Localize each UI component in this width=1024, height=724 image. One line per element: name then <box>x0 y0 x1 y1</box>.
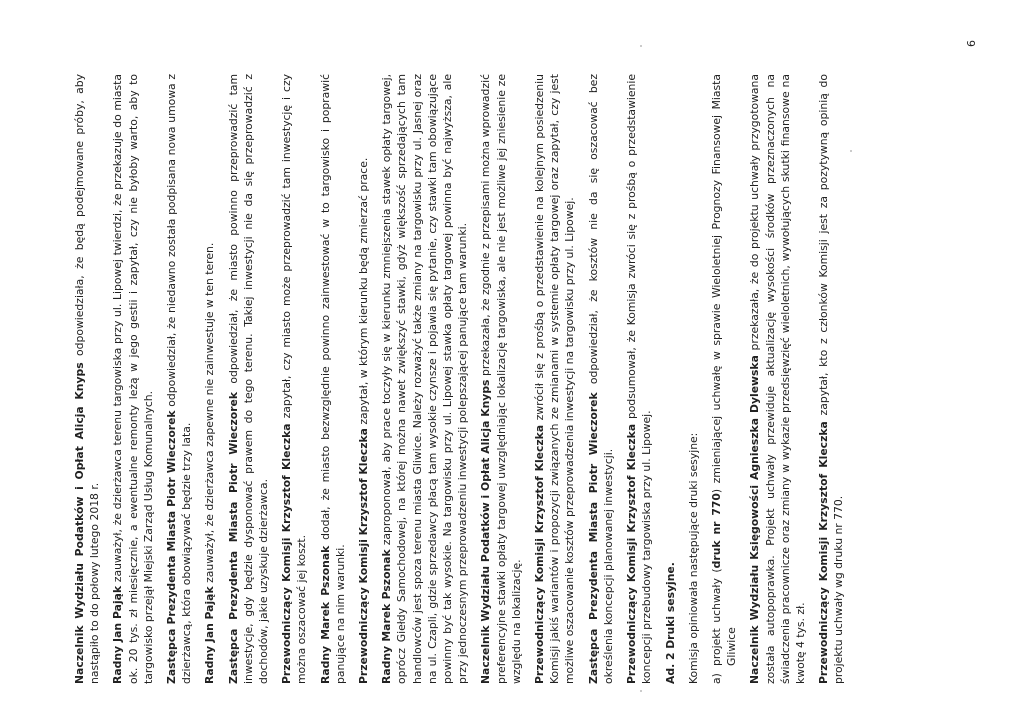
speaker-name: Przewodniczący Komisji Krzysztof Kleczka <box>280 423 294 684</box>
paragraph <box>202 74 217 684</box>
paragraph <box>279 74 309 684</box>
scan-speck <box>850 150 852 152</box>
list-text-after: ) zmieniającej uchwałę w sprawie Wieloletniej Prognozy Finansowej Miasta Gliwice <box>709 74 739 666</box>
paragraph-text: odpowiedział, że kosztów nie da się oszacować bez określenia koncepcji planowanej inwestycji. <box>586 74 615 684</box>
paragraph-text: zapytał, kto z członków Komisji jest za pozytywną opinią do projektu uchwały wg druku nr 770. <box>817 74 846 684</box>
paragraph-text: zauważył, że dzierżawca terenu targowiska przy ul. Lipowej twierdzi, że przekazuje do miasta ok. 20 tys. zł miesięcznie, a ewentualne remonty leżą w jego gestii i zapytał, czy nie byłoby warto, aby to targowisko przejął Miejski Zarząd Usług Komunalnych. <box>111 74 155 684</box>
speaker-name: Naczelnik Wydziału Podatków i Opłat Alicja Knyps <box>73 362 86 684</box>
scan-speck <box>640 690 642 692</box>
paragraph <box>586 74 616 684</box>
speaker-name: Przewodniczący Komisji Krzysztof Kleczka <box>625 423 639 684</box>
paragraph <box>624 74 654 684</box>
paragraph <box>110 74 156 684</box>
speaker-name: Przewodniczący Komisji Krzysztof Kleczka <box>357 428 371 684</box>
speaker-name: Przewodniczący Komisji Krzysztof Kleczka <box>817 421 831 684</box>
paragraph <box>747 74 808 684</box>
paragraph-text: zapytał, w którym kierunku będą zmierzać prace. <box>357 157 371 429</box>
paragraph-text: odpowiedział, że niedawno została podpisana nowa umowa z dzierżawcą, która obowiązywać będzie trzy lata. <box>165 73 194 684</box>
speaker-name: Zastępca Prezydenta Miasta Piotr Wieczorek <box>226 391 240 684</box>
speaker-name: Naczelnik Wydziału Księgowości Agnieszka Dylewska <box>748 355 762 684</box>
list-marker: a) <box>709 673 723 684</box>
list-text-before: projekt uchwały ( <box>709 568 723 666</box>
paragraph-text: zwrócił się z prośbą o przedstawienie na kolejnym posiedzeniu Komisji jakiś wariantów i propozycji związanych ze zmianami w systemie opłaty targowej oraz zapytał, czy jest możliwe oszacowanie kosztów przeprowadzenia inwestycji na targowisku przy ul. Lipowej. <box>533 74 577 684</box>
speaker-name: Zastępca Prezydenta Miasta Piotr Wieczorek <box>165 410 179 684</box>
paragraph <box>72 74 102 684</box>
speaker-name: Zastępca Prezydenta Miasta Piotr Wieczorek <box>586 392 600 684</box>
paragraph <box>356 74 371 684</box>
paragraph-text: przekazała, że do projektu uchwały przygotowana została autopoprawka. Projekt uchwały przewiduje aktualizację wysokości środków przeznaczonych na świadczenia pracownicze oraz zmiany w wykazie przedsięwzięć wieloletnich, wywołujących skutki finansowe na kwotę 4 tys. zł. <box>748 74 807 684</box>
intro-text: Komisja opiniowała następujące druki sesyjne: <box>686 432 700 684</box>
speaker-name: Radny Jan Pająk <box>203 586 217 684</box>
paragraph-text: zapytał, czy miasto może przeprowadzić tam inwestycję i czy można oszacować jej koszt. <box>280 73 309 684</box>
list-item-text <box>709 74 739 666</box>
paragraph <box>318 74 348 684</box>
speaker-name: Przewodniczący Komisji Krzysztof Kleczka <box>533 424 547 684</box>
page-number: 6 <box>965 40 978 47</box>
paragraph-text: przekazała, że zgodnie z przepisami można wprowadzić preferencyjne stawki opłaty targowej uwzględniając lokalizację targowiska, ale nie jest możliwe jej zniesienie ze względu na lokalizację. <box>479 73 523 684</box>
section-heading: Ad. 2 Druki sesyjne. <box>663 562 677 684</box>
paragraph-text: dodał, że miasto bezwzględnie powinno zainwestować w to targowisko i poprawić panujące na nim warunki. <box>318 73 347 684</box>
scan-speck <box>640 45 642 47</box>
print-number: druk nr 770 <box>709 493 723 569</box>
list-item <box>709 74 739 684</box>
paragraph <box>816 74 846 684</box>
paragraph-text: zaproponował, aby prace toczyły się w kierunku zmniejszenia stawek opłaty targowej, oprócz Giełdy Samochodowej, na której można nawet zwiększyć stawki, gdyż większość sprzedających tam handlowców jest spoza terenu miasta Gliwice. Należy rozważyć także zmiany na targowisku przy ul. Jasnej oraz na ul. Czapli, gdzie sprzedawcy płacą tam wysokie czynsze i pojawia się pytanie, czy stawki tam obowiązujące powinny być tak wysokie. Na targowisku przy ul. Lipowej stawka opłaty targowej powinna być najwyższa, ale przy jednoczesnym przeprowadzeniu inwestycji polepszającej panujące tam warunki. <box>380 73 470 684</box>
document-body <box>72 74 855 684</box>
paragraph <box>379 74 470 684</box>
speaker-name: Radny Marek Pszonak <box>318 545 332 684</box>
paragraph <box>478 74 524 684</box>
speaker-name: Radny Jan Pająk <box>111 585 125 684</box>
paragraph-text: zauważył, że dzierżawca zapewne nie zainwestuje w ten teren. <box>203 242 217 587</box>
paragraph <box>226 74 272 684</box>
paragraph <box>164 74 194 684</box>
paragraph <box>532 74 578 684</box>
paragraph-text: odpowiedział, że miasto powinno przeprowadzić tam inwestycje, gdy będzie dysponować prawem do tego terenu. Takiej inwestycji nie da się przeprowadzić z dochodów, jakie uzyskuje dzierżawca. <box>226 74 271 684</box>
paragraph-text: odpowiedziała, że będą podejmowane próby, aby nastąpiło to do połowy lutego 2018 r. <box>73 74 102 684</box>
paragraph-text: podsumował, że Komisja zwróci się z prośbą o przedstawienie koncepcji przebudowy targowiska przy ul. Lipowej. <box>625 74 654 684</box>
speaker-name: Radny Marek Pszonak <box>380 549 394 684</box>
speaker-name: Naczelnik Wydziału Podatków i Opłat Alicja Knyps <box>479 379 493 684</box>
